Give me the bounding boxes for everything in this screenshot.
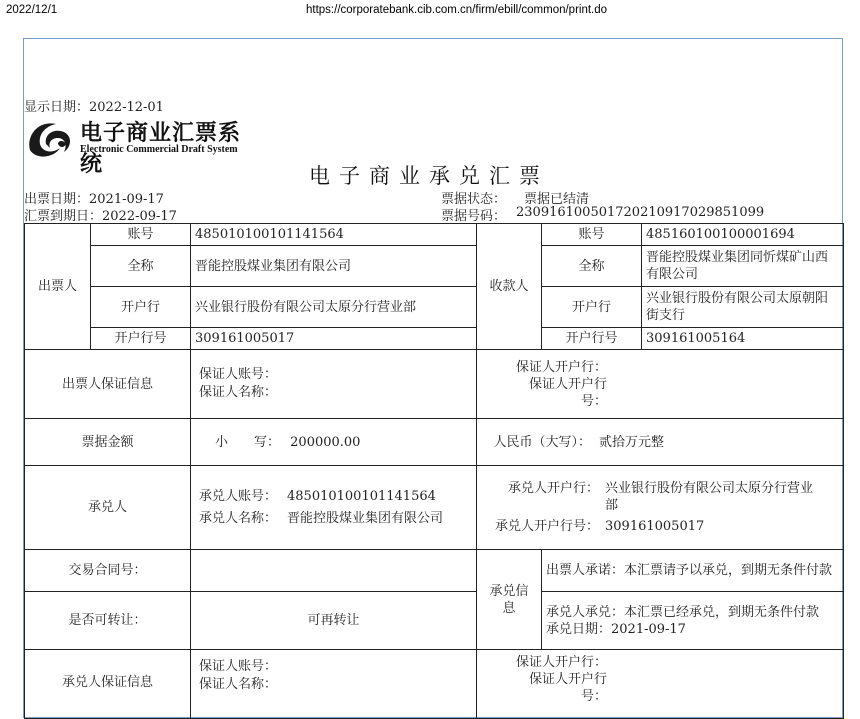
payee-title: 收款人 — [477, 224, 542, 350]
number-value: 230916100501720210917029851099 — [516, 205, 765, 220]
acceptor-guarantee-title: 承兑人保证信息 — [25, 650, 191, 719]
acceptor-account-label: 承兑人账号： — [199, 488, 278, 504]
drawer-name-label: 全称 — [91, 246, 191, 287]
acceptor-bank-no: 309161005017 — [605, 519, 705, 534]
payee-name: 晋能控股煤业集团同忻煤矿山西有限公司 — [642, 246, 844, 287]
drawer-guarantor-name-label: 保证人名称： — [199, 385, 278, 400]
payee-account: 485160100100001694 — [642, 224, 844, 246]
issue-date: 出票日期：2021-09-17 — [24, 192, 164, 207]
drawer-account-label: 账号 — [91, 224, 191, 246]
amount-big-value: 贰拾万元整 — [599, 434, 665, 450]
drawer-name: 晋能控股煤业集团有限公司 — [191, 246, 477, 287]
acceptor-bank: 兴业银行股份有限公司太原分行营业部 — [605, 481, 814, 513]
acceptor-bank-label: 承兑人开户行： — [507, 481, 599, 496]
transfer-value: 可再转让 — [191, 592, 477, 650]
payee-bank-no: 309161005164 — [642, 328, 844, 350]
acceptor-name-label: 承兑人名称： — [199, 510, 278, 526]
drawer-guarantor-bank-no-label: 保证人开户行号： — [528, 376, 607, 409]
contract-value — [191, 550, 477, 592]
swirl-logo-icon — [24, 114, 78, 158]
drawer-title: 出票人 — [25, 224, 91, 350]
transfer-label: 是否可转让： — [25, 592, 191, 650]
drawer-account: 485010100101141564 — [191, 224, 477, 246]
amount-small-label: 小 写： — [215, 434, 281, 450]
draft-table — [24, 223, 844, 719]
status-label: 票据状态： — [441, 192, 507, 207]
payee-account-label: 账号 — [542, 224, 642, 246]
acceptor-bank-no-label: 承兑人开户行号： — [495, 519, 600, 534]
drawer-bank: 兴业银行股份有限公司太原分行营业部 — [191, 287, 477, 328]
acceptor-guarantor-account-label: 保证人账号： — [199, 659, 278, 674]
page-title: 电子商业承兑汇票 — [309, 164, 549, 188]
drawer-bank-label: 开户行 — [91, 287, 191, 328]
logo-en-text: Electronic Commercial Draft System — [80, 144, 238, 155]
drawer-promise: 出票人承诺：本汇票请予以承兑，到期无条件付款 — [542, 550, 844, 592]
payee-bank-label: 开户行 — [542, 287, 642, 328]
drawer-bank-no-label: 开户行号 — [91, 328, 191, 350]
acceptor-guarantor-bank-label: 保证人开户行： — [515, 655, 607, 670]
accept-info-title: 承兑信息 — [477, 550, 542, 650]
drawer-guarantee-title: 出票人保证信息 — [25, 350, 191, 419]
drawer-bank-no: 309161005017 — [191, 328, 477, 350]
due-date: 汇票到期日：2022-09-17 — [24, 209, 177, 224]
acceptor-name: 晋能控股煤业集团有限公司 — [287, 510, 444, 526]
payee-name-label: 全称 — [542, 246, 642, 287]
acceptor-title: 承兑人 — [25, 466, 191, 550]
accept-date: 承兑日期：2021-09-17 — [546, 621, 686, 637]
number-label: 票据号码： — [441, 209, 507, 224]
amount-small-value: 200000.00 — [290, 434, 361, 450]
acceptor-guarantor-bank-no-label: 保证人开户行号： — [528, 672, 607, 704]
payee-bank: 兴业银行股份有限公司太原朝阳街支行 — [642, 287, 844, 328]
amount-title: 票据金额 — [25, 419, 191, 466]
acceptor-promise: 承兑人承兑：本汇票已经承兑，到期无条件付款 — [546, 604, 820, 620]
logo-cn-text: 电子商业汇票系统 — [80, 120, 242, 177]
display-date: 显示日期：2022-12-01 — [24, 100, 164, 115]
payee-bank-no-label: 开户行号 — [542, 328, 642, 350]
acceptor-account: 485010100101141564 — [287, 488, 436, 504]
drawer-guarantor-bank-label: 保证人开户行： — [515, 359, 607, 375]
amount-big-label: 人民币（大写）： — [493, 434, 591, 450]
ecds-logo — [24, 114, 254, 177]
acceptor-guarantor-name-label: 保证人名称： — [199, 677, 278, 692]
contract-label: 交易合同号： — [25, 550, 191, 592]
print-date: 2022/12/1 — [6, 4, 58, 16]
status-value: 票据已结清 — [524, 192, 590, 207]
drawer-guarantor-account-label: 保证人账号： — [199, 367, 278, 382]
print-url: https://corporatebank.cib.com.cn/firm/ebill/common/print.do — [306, 4, 608, 16]
